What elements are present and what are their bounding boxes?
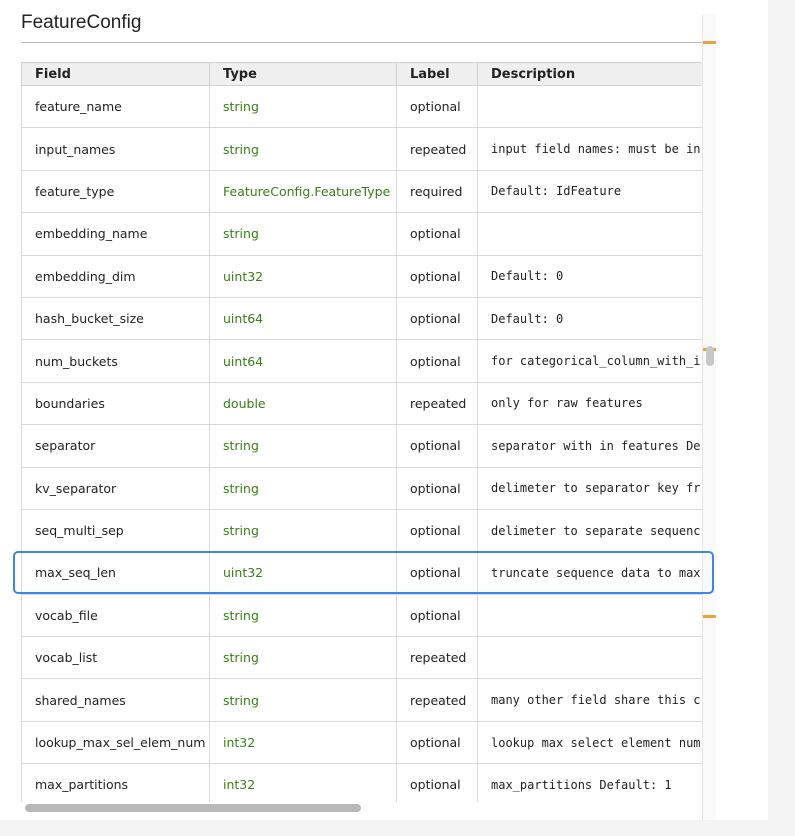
field-cell: max_seq_len: [22, 552, 210, 594]
description-cell: Default: IdFeature: [478, 170, 703, 212]
header-label: Label: [397, 63, 478, 86]
table-row: [22, 255, 703, 297]
header-field: Field: [22, 63, 210, 86]
label-cell: optional: [397, 594, 478, 636]
field-cell: lookup_max_sel_elem_num: [22, 721, 210, 763]
label-cell: optional: [397, 425, 478, 467]
label-cell: repeated: [397, 128, 478, 170]
description-cell: lookup max select element num: [478, 721, 703, 763]
description-cell: [478, 86, 703, 128]
description-cell: only for raw features: [478, 382, 703, 424]
section-title: FeatureConfig: [21, 12, 142, 33]
header-description: Description: [478, 63, 703, 86]
type-cell: string: [210, 425, 397, 467]
type-cell: string: [210, 128, 397, 170]
type-cell: int32: [210, 764, 397, 802]
description-cell: [478, 594, 703, 636]
label-cell: repeated: [397, 637, 478, 679]
vertical-scrollbar[interactable]: [702, 14, 716, 820]
scroll-marker: [703, 41, 716, 44]
field-cell: embedding_dim: [22, 255, 210, 297]
type-cell: FeatureConfig.FeatureType: [210, 170, 397, 212]
table-row: [22, 594, 703, 636]
field-cell: boundaries: [22, 382, 210, 424]
field-cell: separator: [22, 425, 210, 467]
label-cell: optional: [397, 340, 478, 382]
field-cell: max_partitions: [22, 764, 210, 802]
description-cell: max_partitions Default: 1: [478, 764, 703, 802]
description-cell: many other field share this c: [478, 679, 703, 721]
title-divider: [21, 42, 702, 43]
label-cell: optional: [397, 552, 478, 594]
type-cell: string: [210, 213, 397, 255]
table-row: [22, 637, 703, 679]
description-cell: truncate sequence data to max: [478, 552, 703, 594]
description-cell: [478, 637, 703, 679]
description-cell: [478, 213, 703, 255]
horizontal-scrollbar[interactable]: [21, 802, 702, 814]
type-cell: string: [210, 594, 397, 636]
description-cell: Default: 0: [478, 297, 703, 339]
table-row: [22, 297, 703, 339]
label-cell: optional: [397, 467, 478, 509]
field-cell: hash_bucket_size: [22, 297, 210, 339]
description-cell: separator with in features De: [478, 425, 703, 467]
field-cell: seq_multi_sep: [22, 509, 210, 551]
field-cell: shared_names: [22, 679, 210, 721]
field-cell: kv_separator: [22, 467, 210, 509]
type-cell: uint32: [210, 552, 397, 594]
type-cell: double: [210, 382, 397, 424]
table-row: [22, 425, 703, 467]
label-cell: optional: [397, 255, 478, 297]
label-cell: optional: [397, 721, 478, 763]
table-header-row: [22, 63, 703, 86]
table-row: [22, 170, 703, 212]
table-row: [22, 764, 703, 802]
type-cell: uint32: [210, 255, 397, 297]
type-cell: int32: [210, 721, 397, 763]
table-row: [22, 86, 703, 128]
label-cell: optional: [397, 86, 478, 128]
label-cell: optional: [397, 297, 478, 339]
label-cell: optional: [397, 764, 478, 802]
label-cell: optional: [397, 213, 478, 255]
label-cell: repeated: [397, 679, 478, 721]
description-cell: for categorical_column_with_i: [478, 340, 703, 382]
table-row: [22, 552, 703, 594]
table-row: [22, 340, 703, 382]
table-row: [22, 213, 703, 255]
table-row: [22, 679, 703, 721]
type-cell: string: [210, 679, 397, 721]
table-row: [22, 467, 703, 509]
label-cell: repeated: [397, 382, 478, 424]
field-cell: vocab_file: [22, 594, 210, 636]
horizontal-scroll-thumb[interactable]: [25, 804, 361, 812]
label-cell: optional: [397, 509, 478, 551]
header-type: Type: [210, 63, 397, 86]
type-cell: uint64: [210, 297, 397, 339]
scroll-marker: [703, 615, 716, 618]
type-cell: string: [210, 637, 397, 679]
description-cell: Default: 0: [478, 255, 703, 297]
description-cell: delimeter to separator key fr: [478, 467, 703, 509]
type-cell: string: [210, 467, 397, 509]
field-cell: embedding_name: [22, 213, 210, 255]
field-cell: num_buckets: [22, 340, 210, 382]
table-row: [22, 509, 703, 551]
feature-config-table: [21, 62, 702, 802]
type-cell: string: [210, 86, 397, 128]
table-row: [22, 382, 703, 424]
type-cell: string: [210, 509, 397, 551]
table-row: [22, 721, 703, 763]
right-panel: [768, 0, 795, 836]
bottom-strip: [0, 820, 795, 836]
field-cell: feature_name: [22, 86, 210, 128]
table-row: [22, 128, 703, 170]
description-cell: delimeter to separate sequenc: [478, 509, 703, 551]
field-cell: input_names: [22, 128, 210, 170]
vertical-scroll-thumb[interactable]: [706, 346, 714, 366]
type-cell: uint64: [210, 340, 397, 382]
description-cell: input field names: must be in: [478, 128, 703, 170]
field-cell: vocab_list: [22, 637, 210, 679]
field-cell: feature_type: [22, 170, 210, 212]
label-cell: required: [397, 170, 478, 212]
table-viewport[interactable]: [21, 62, 702, 802]
